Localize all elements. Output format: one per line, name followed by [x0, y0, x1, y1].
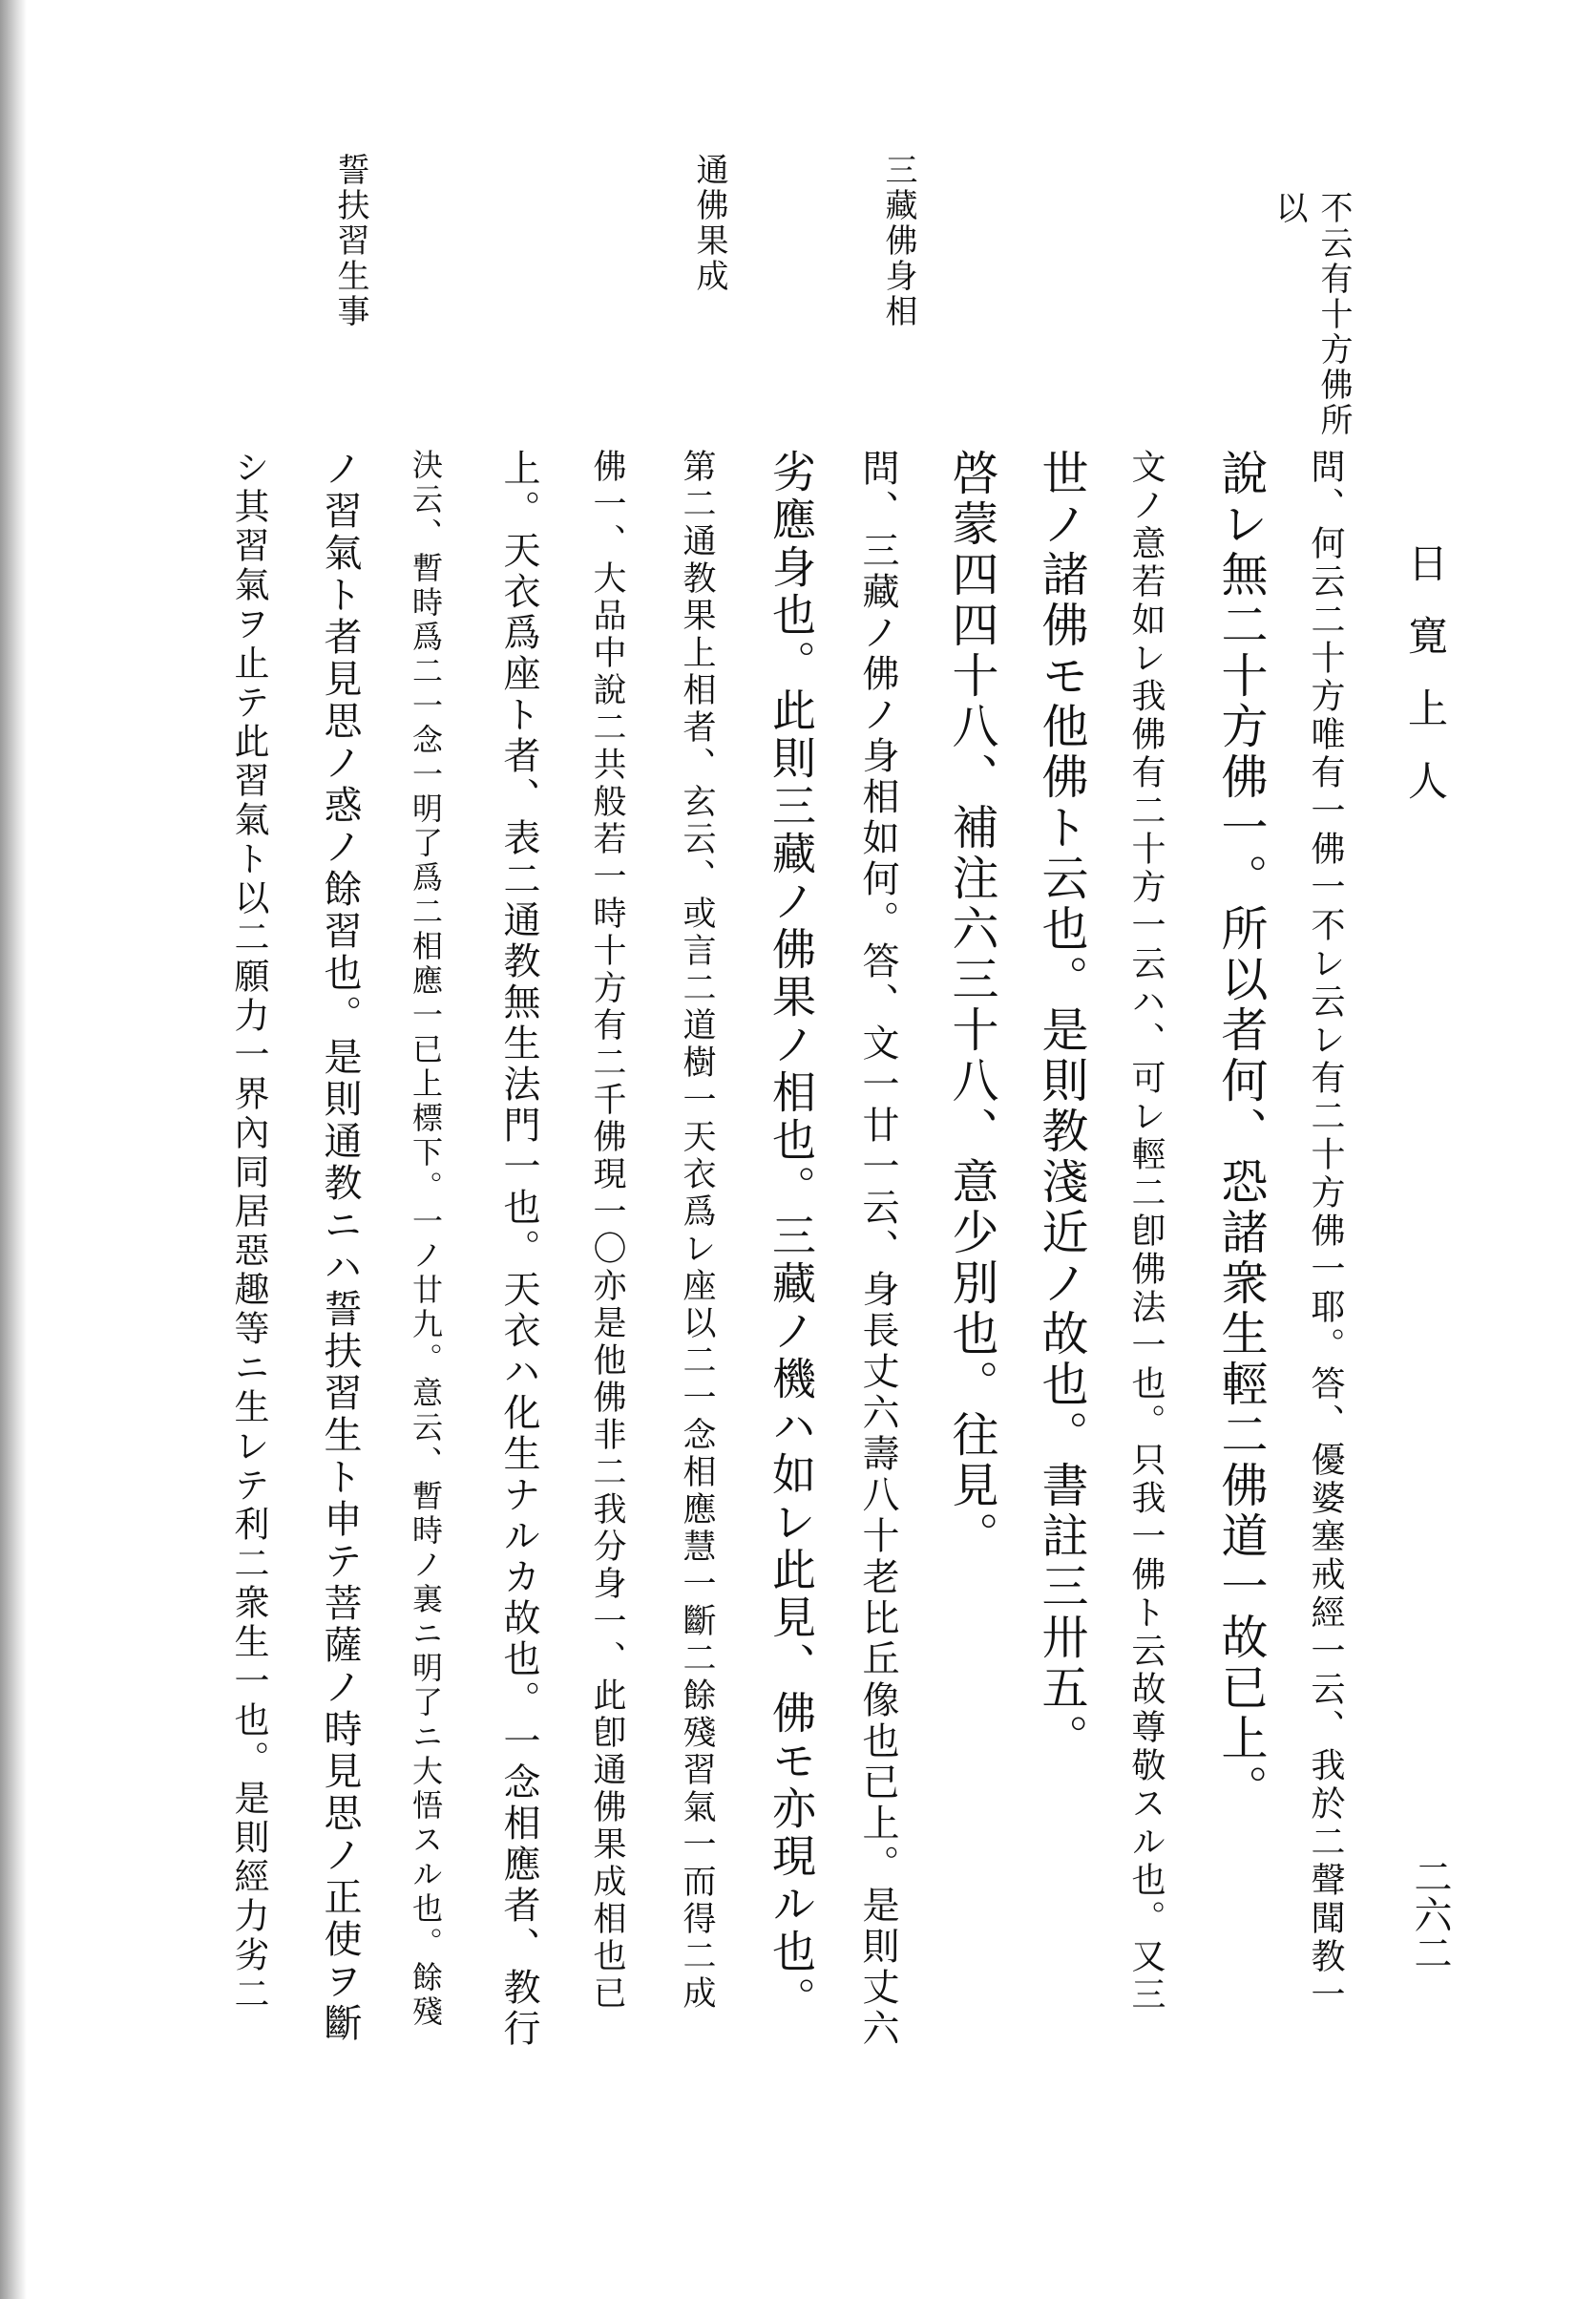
- margin-note-1: 不云有十方佛所: [1314, 191, 1353, 438]
- margin-note-4: 誓扶習生事: [331, 153, 369, 329]
- body-line-6: 問、三藏ノ佛ノ身相如何。答、文一廿一云、身長丈六壽八十老比丘像也已上。是則丈六: [856, 449, 899, 2050]
- body-line-13: シ其習氣ヲ止テ此習氣ト以二願力一界內同居惡趣等ニ生レテ利二衆生一也。是則經力劣二: [228, 449, 269, 2014]
- body-line-4: 世ノ諸佛モ他佛ト云也。是則教淺近ノ故也。書註三卅五。: [1035, 449, 1089, 1764]
- body-line-12: ノ習氣ト者見思ノ惑ノ餘習也。是則通教ニハ誓扶習生ト申テ菩薩ノ時見思ノ正使ヲ斷: [318, 449, 362, 2045]
- body-line-10: 上。天衣爲座ト者、表二通教無生法門一也。天衣ハ化生ナルカ故也。一念相應者、教行: [497, 449, 540, 2050]
- body-line-8: 第二通教果上相者、玄云、或言二道樹一天衣爲レ座以二一念相應慧一斷二餘殘習氣一而得二成: [678, 449, 716, 2013]
- body-line-11: 決云、暫時爲二一念一明了爲二相應一已上標下。一ノ廿九。意云、暫時ノ裏ニ明了ニ大悟スル也。餘殘: [408, 449, 444, 2030]
- margin-note-2: 三藏佛身相: [879, 153, 917, 329]
- margin-note-3: 通佛果成: [690, 153, 728, 294]
- margin-note-1-cont: 以: [1270, 191, 1308, 226]
- body-line-3: 文ノ意若如レ我佛有二十方一云ハ、可レ輕二卽佛法一也。只我一佛ト云故尊敬スル也。又三: [1126, 449, 1166, 2014]
- body-line-7: 劣應身也。此則三藏ノ佛果ノ相也。三藏ノ機ハ如レ此見、佛モ亦現ル也。: [766, 449, 817, 2024]
- page-gutter-shadow: [0, 0, 27, 2299]
- body-line-1: 問、何云二十方唯有一佛一不レ云レ有二十方佛一耶。答、優婆塞戒經一云、我於二聲聞教一: [1306, 449, 1345, 2014]
- body-line-2: 說レ無二十方佛一。所以者何、恐諸衆生輕二佛道一故已上。: [1214, 449, 1269, 1815]
- running-header: 日寛上人: [1402, 542, 1449, 833]
- body-line-5: 啓蒙四四十八、補注六三十八、意少別也。往見。: [945, 449, 999, 1562]
- page-number: 二六二: [1408, 1857, 1452, 1972]
- body-line-9: 佛一、大品中說二共般若一時十方有二千佛現一〇亦是他佛非二我分身一、此卽通佛果成相也已: [588, 449, 626, 2013]
